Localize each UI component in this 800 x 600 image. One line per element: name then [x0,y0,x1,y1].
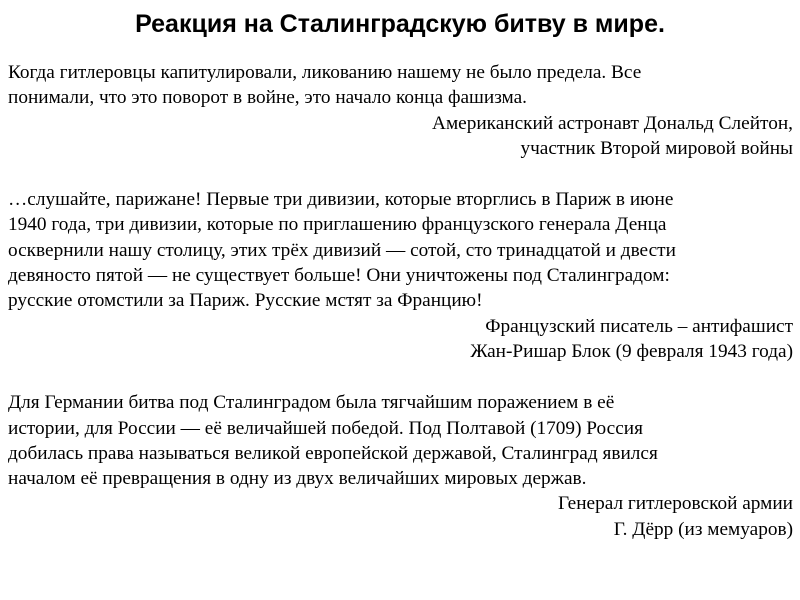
quote-line: русские отомстили за Париж. Русские мстят за Францию! [8,290,483,312]
quote-text [8,390,793,491]
quote-text [8,60,793,111]
quote-line: Для Германии битва под Сталинградом была тягчайшим поражением в её [8,392,615,414]
attribution-line: Американский астронавт Дональд Слейтон, [432,112,793,134]
slide-title: Реакция на Сталинградскую битву в мире. [135,10,665,38]
quote-attribution [8,314,793,365]
spacer [8,364,793,390]
quote-line: девяносто пятой — не существует больше! Они уничтожены под Сталинградом: [8,265,670,287]
attribution-line: Г. Дёрр (из мемуаров) [613,518,793,540]
quote-line: …слушайте, парижане! Первые три дивизии, которые вторглись в Париж в июне [8,189,674,211]
quote-line: осквернили нашу столицу, этих трёх дивизий — сотой, сто тринадцатой и двести [8,239,676,261]
attribution-line: Жан-Ришар Блок (9 февраля 1943 года) [470,340,793,362]
attribution-line: участник Второй мировой войны [520,137,793,159]
quote-line: понимали, что это поворот в войне, это начало конца фашизма. [8,87,528,109]
quote-attribution [8,111,793,162]
quote-line: 1940 года, три дивизии, которые по приглашению французского генерала Денца [8,214,667,236]
slide-content [8,60,793,542]
quote-attribution [8,491,793,542]
quote-block-bloch [8,187,793,364]
attribution-line: Генерал гитлеровской армии [557,493,793,515]
attribution-line: Французский писатель – антифашист [485,315,793,337]
quote-line: истории, для России — её величайшей победой. Под Полтавой (1709) Россия [8,417,643,439]
quote-line: добилась права называться великой европейской державой, Сталинград явился [8,442,658,464]
quote-block-doerr [8,390,793,542]
quote-block-slayton [8,60,793,161]
quote-line: началом её превращения в одну из двух величайших мировых держав. [8,468,587,490]
spacer [8,161,793,187]
quote-line: Когда гитлеровцы капитулировали, ликованию нашему не было предела. Все [8,62,642,83]
quote-text [8,187,793,313]
